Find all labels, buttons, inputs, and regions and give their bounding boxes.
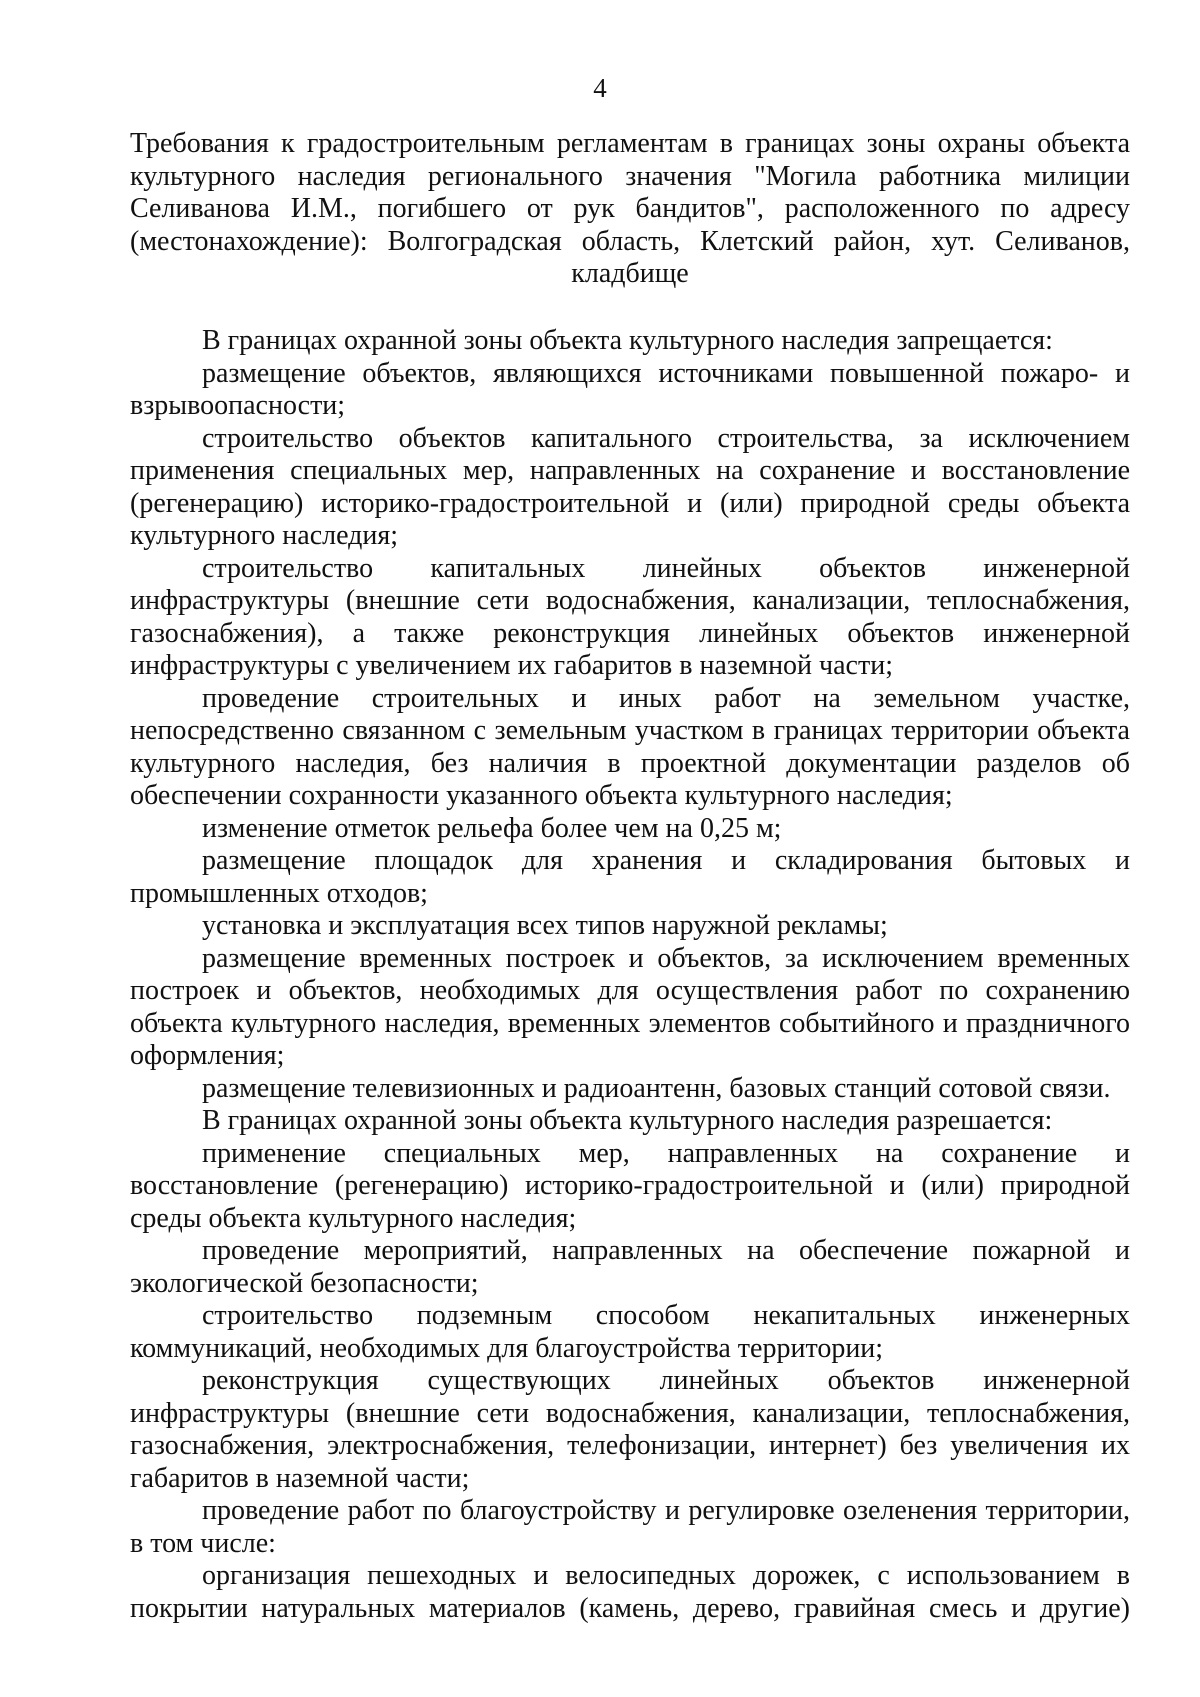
paragraph-prohibited-intro: В границах охранной зоны объекта культурного наследия запрещается: <box>202 325 1053 356</box>
paragraph-allowed-item: строительство подземным способом некапитальных инженерных коммуникаций, необходимых для благоустройства территории; <box>130 1300 1130 1364</box>
paragraph-prohibited-item: установка и эксплуатация всех типов наружной рекламы; <box>202 910 888 941</box>
paragraph-prohibited-item: размещение телевизионных и радиоантенн, базовых станций сотовой связи. <box>202 1072 1111 1104</box>
paragraph-allowed-item: применение специальных мер, направленных на сохранение и восстановление (регенерацию) историко-градостроительной и (или) природной среды объекта культурного наследия; <box>130 1137 1130 1234</box>
paragraph-prohibited-item: размещение временных построек и объектов, за исключением временных построек и объектов, необходимых для осуществления работ по сохранению объекта культурного наследия, временных элементов событийного и праздничного оформления; <box>130 942 1130 1071</box>
document-title: Требования к градостроительным регламентам в границах зоны охраны объекта культурного наследия регионального значения "Могила работника милиции Селиванова И.М., погибшего от рук бандитов", расположенного по адресу (местонахождение): Волгоградская область, Клетский район, хут. Селиванов, кладбище <box>130 128 1130 289</box>
paragraph-allowed-item: проведение работ по благоустройству и регулировке озеленения территории, в том числе: <box>130 1495 1130 1559</box>
document-body <box>130 325 1130 1625</box>
paragraph-prohibited-item: строительство объектов капитального строительства, за исключением применения специальных мер, направленных на сохранение и восстановление (регенерацию) историко-градостроительной и (или) природной среды объекта культурного наследия; <box>130 422 1130 551</box>
paragraph-allowed-intro: В границах охранной зоны объекта культурного наследия разрешается: <box>202 1105 1053 1136</box>
paragraph-prohibited-item: проведение строительных и иных работ на земельном участке, непосредственно связанном с земельным участком в границах территории объекта культурного наследия, без наличия в проектной документации разделов об обеспечении сохранности указанного объекта культурного наследия; <box>130 682 1130 811</box>
paragraph-prohibited-item: размещение площадок для хранения и складирования бытовых и промышленных отходов; <box>130 845 1130 909</box>
paragraph-allowed-item: проведение мероприятий, направленных на обеспечение пожарной и экологической безопасности; <box>130 1235 1130 1299</box>
paragraph-allowed-subitem: организация пешеходных и велосипедных дорожек, с использованием в покрытии натуральных материалов (камень, дерево, гравийная смесь и другие) <box>130 1560 1130 1624</box>
paragraph-allowed-item: реконструкция существующих линейных объектов инженерной инфраструктуры (внешние сети водоснабжения, канализации, теплоснабжения, газоснабжения, электроснабжения, телефонизации, интернет) без увеличения их габаритов в наземной части; <box>130 1365 1130 1494</box>
paragraph-prohibited-item: размещение объектов, являющихся источниками повышенной пожаро- и взрывоопасности; <box>130 357 1130 421</box>
page-number: 4 <box>593 73 607 103</box>
paragraph-prohibited-item: изменение отметок рельефа более чем на 0,25 м; <box>202 812 782 844</box>
paragraph-prohibited-item: строительство капитальных линейных объектов инженерной инфраструктуры (внешние сети водоснабжения, канализации, теплоснабжения, газоснабжения), а также реконструкция линейных объектов инженерной инфраструктуры с увеличением их габаритов в наземной части; <box>130 552 1130 681</box>
